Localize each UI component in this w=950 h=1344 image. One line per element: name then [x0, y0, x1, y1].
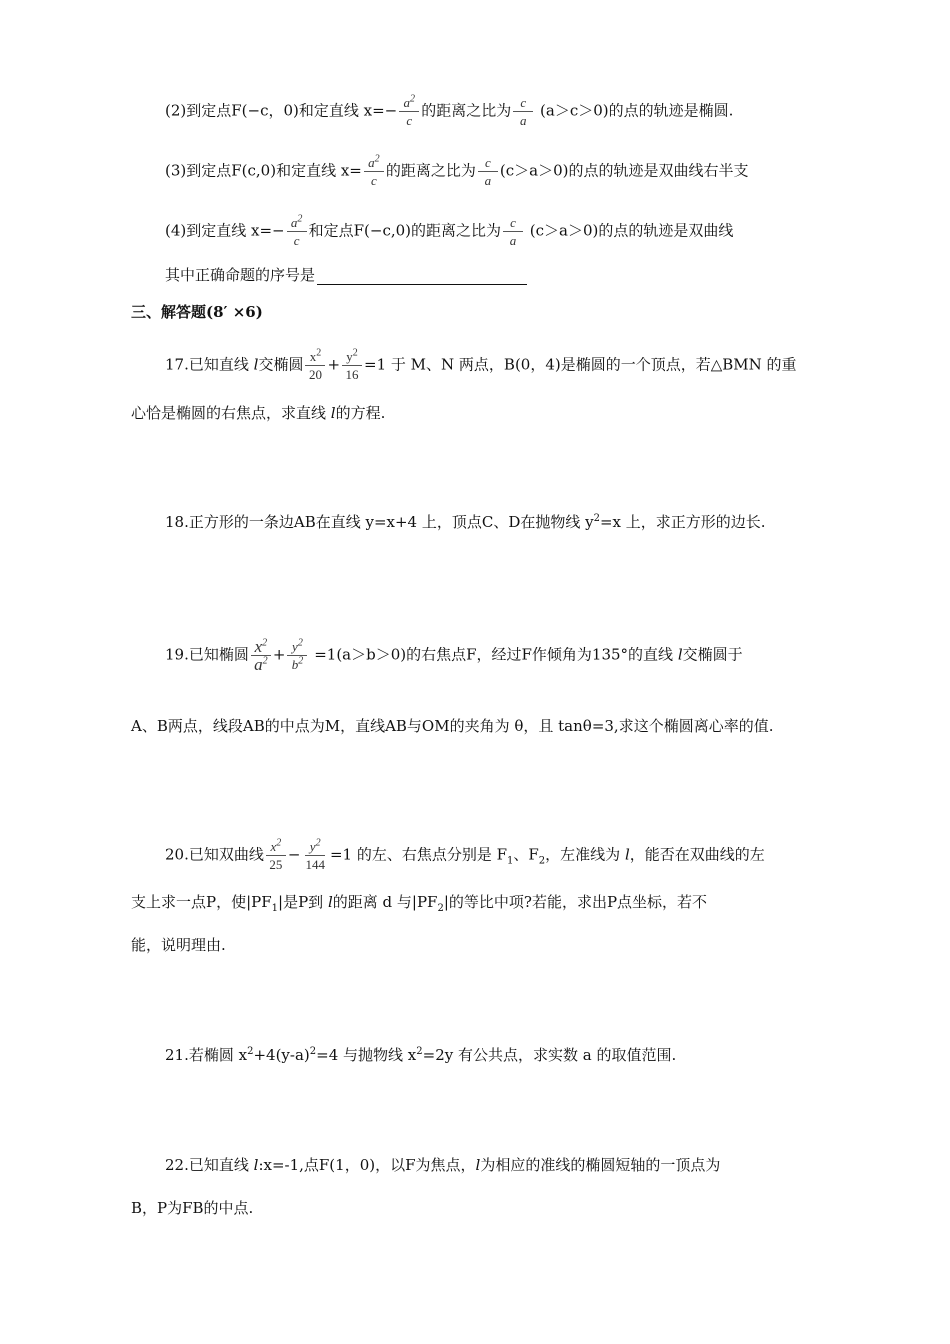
text: 、F	[513, 845, 539, 864]
text: a	[484, 173, 492, 188]
item-3	[165, 154, 748, 189]
text: l	[677, 645, 683, 664]
text: 2	[247, 1046, 254, 1057]
text: (4)到定直线 x=−	[165, 221, 285, 240]
text: x	[270, 839, 277, 854]
text: c	[513, 94, 533, 112]
question-20-line-3	[131, 935, 226, 955]
text: 2	[538, 855, 546, 867]
question-20	[165, 838, 765, 873]
fraction: $\frac{a^2}{c}$	[364, 154, 384, 189]
text: (c＞a＞0)的点的轨迹是双曲线	[525, 221, 734, 240]
text: =1 于 M、N 两点，B(0，4)是椭圆的一个顶点，若△BMN 的重	[364, 355, 797, 374]
text: 18.正方形的一条边AB在直线 y=x+4 上，顶点C、D在抛物线 y	[165, 513, 594, 531]
question-17	[165, 348, 797, 383]
question-19-line-2	[131, 716, 773, 736]
text: 144	[305, 857, 325, 872]
question-20-line-2	[131, 892, 707, 912]
text: a	[509, 233, 517, 248]
text: c	[503, 214, 523, 232]
text: 1	[507, 855, 514, 867]
text: −	[287, 845, 301, 864]
fraction	[513, 94, 533, 129]
text: a	[254, 655, 263, 674]
section-heading: 三、解答题(8′ ×6)	[131, 303, 263, 321]
text: |是P到	[278, 893, 328, 911]
text: 2	[593, 513, 600, 524]
text: c	[406, 113, 413, 128]
answer-blank[interactable]	[317, 268, 527, 285]
fraction	[503, 214, 523, 249]
text: 1	[271, 903, 279, 914]
question-21	[165, 1045, 676, 1065]
text: l	[327, 893, 333, 911]
text: 的距离 d 与|PF	[332, 893, 438, 911]
text: B，P为FB的中点.	[131, 1199, 254, 1217]
text: a	[403, 95, 410, 110]
text: a	[368, 155, 375, 170]
question-19	[165, 638, 743, 673]
text: +	[327, 355, 341, 374]
text: c	[478, 154, 498, 172]
text: x	[254, 637, 263, 656]
fraction: $\frac{y^2}{16}$	[342, 348, 362, 383]
text: 16	[345, 367, 359, 382]
question-18	[165, 512, 766, 532]
text: :x=-1,点F(1，0)，以F为焦点，	[258, 1156, 476, 1174]
fraction: $\frac{x^2}{20}$	[305, 348, 325, 383]
text: ，左准线为	[545, 845, 625, 864]
text: 交椭圆于	[682, 645, 743, 664]
fraction: $\frac{y^2}{144}$	[302, 838, 328, 873]
fraction: $\frac{x^2}{25}$	[266, 838, 286, 873]
text: 20.已知双曲线	[165, 845, 264, 864]
text: y	[292, 639, 298, 654]
text: 21.若椭圆 x	[165, 1046, 248, 1064]
text: c	[370, 173, 377, 188]
text: ，能否在双曲线的左	[629, 845, 765, 864]
text: 和定点F(−c,0)的距离之比为	[308, 221, 502, 240]
text: (a＞c＞0)的点的轨迹是椭圆.	[535, 101, 734, 120]
text: b	[291, 657, 299, 672]
text: 交椭圆	[258, 355, 304, 374]
text: 2	[416, 1046, 423, 1057]
text: l	[253, 1156, 259, 1174]
text: a	[290, 215, 298, 230]
text: 25	[269, 857, 283, 872]
text: +4(y-a)	[253, 1046, 310, 1064]
text: =x 上，求正方形的边长.	[599, 513, 766, 531]
text: 的距离之比为	[421, 101, 512, 120]
text: c	[293, 233, 300, 248]
text: a	[520, 113, 527, 128]
question-22	[165, 1155, 720, 1175]
text: 2	[309, 1046, 317, 1057]
text: l	[253, 355, 259, 374]
text: l	[624, 845, 630, 864]
text: |的等比中项?若能，求出P点坐标，若不	[443, 893, 708, 911]
text: 17.已知直线	[165, 355, 254, 374]
text: 心恰是椭圆的右焦点，求直线	[131, 404, 331, 422]
text: 22.已知直线	[165, 1156, 254, 1174]
text: (3)到定点F(c,0)和定直线 x=	[165, 161, 362, 180]
text: y	[309, 839, 316, 854]
question-22-line-2	[131, 1198, 253, 1218]
text: l	[475, 1156, 481, 1174]
text: l	[330, 404, 336, 422]
text: 其中正确命题的序号是	[165, 266, 316, 284]
text: (c＞a＞0)的点的轨迹是双曲线右半支	[499, 161, 749, 180]
text: 为相应的准线的椭圆短轴的一顶点为	[480, 1156, 721, 1174]
text: 19.已知椭圆	[165, 645, 249, 664]
text: 能，说明理由.	[131, 936, 226, 954]
text: =4 与抛物线 x	[316, 1046, 417, 1064]
text: =1(a＞b＞0)的右焦点F，经过F作倾角为135°的直线	[309, 645, 678, 664]
text: 20	[308, 367, 322, 382]
text: 的方程.	[335, 404, 386, 422]
text: 的距离之比为	[385, 161, 476, 180]
text: 2	[437, 903, 444, 914]
item-2	[165, 94, 733, 129]
fraction: $\frac{a^2}{c}$	[287, 214, 307, 249]
question-17-line-2	[131, 403, 385, 423]
text: 支上求一点P，使|PF	[131, 893, 272, 911]
text: +	[272, 645, 286, 664]
correct-prompt	[165, 265, 527, 285]
text: y	[346, 349, 353, 364]
text: =2y 有公共点，求实数 a 的取值范围.	[422, 1046, 677, 1064]
text: =1 的左、右焦点分别是 F	[329, 845, 507, 864]
text: A、B两点，线段AB的中点为M，直线AB与OM的夹角为 θ，且 tanθ=3,求这个椭圆离心率的值.	[131, 717, 774, 735]
text: x	[309, 349, 317, 364]
fraction: $\frac{x^2}{a^2}$	[251, 638, 271, 673]
fraction: $\frac{y^2}{b^2}$	[287, 638, 307, 673]
item-4	[165, 214, 733, 249]
text: (2)到定点F(−c，0)和定直线 x=−	[165, 101, 398, 120]
fraction	[478, 154, 498, 189]
fraction: $\frac{a^2}{c}$	[399, 94, 419, 129]
